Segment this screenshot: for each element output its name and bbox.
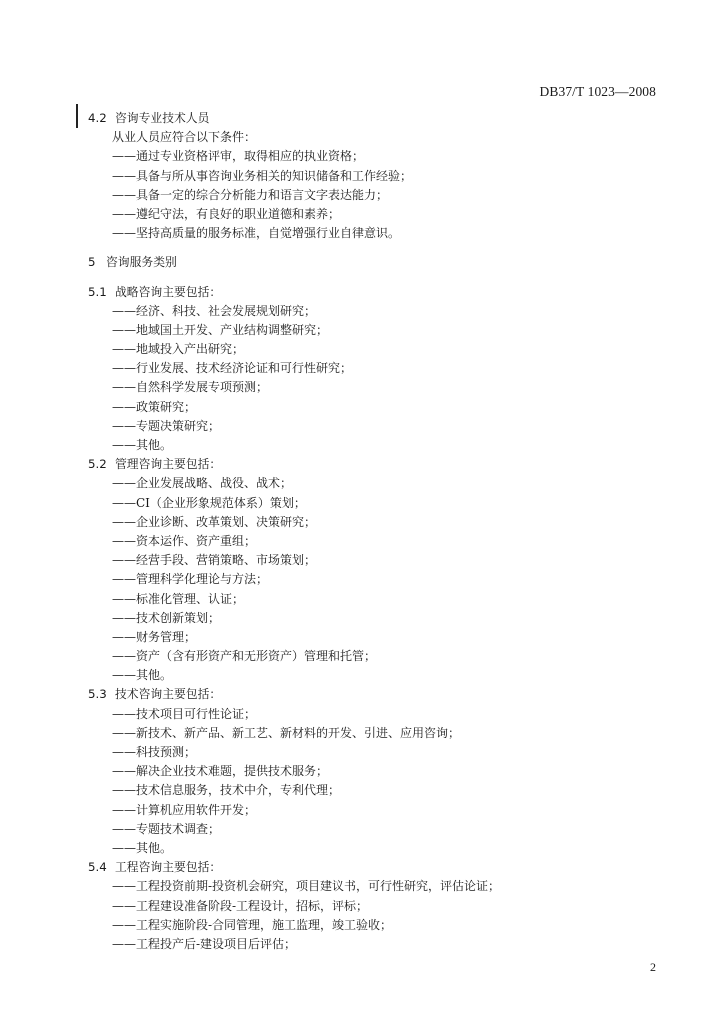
heading-5-4 xyxy=(88,858,668,877)
document-body xyxy=(88,109,668,954)
list-item: ——工程投资前期-投资机会研究，项目建议书，可行性研究，评估论证； xyxy=(112,879,501,894)
list-item: ——技术项目可行性论证； xyxy=(112,706,257,721)
paragraph-4-2-intro: 从业人员应符合以下条件： xyxy=(112,130,257,145)
heading-title: 咨询专业技术人员 xyxy=(115,111,210,125)
list-item: ——坚持高质量的服务标准，自觉增强行业自律意识。 xyxy=(112,226,401,241)
list-item: ——财务管理； xyxy=(112,629,197,644)
list-item: ——经营手段、营销策略、市场策划； xyxy=(112,553,317,568)
list-item: ——工程建设准备阶段-工程设计，招标，评标； xyxy=(112,898,369,913)
standard-code: DB37/T 1023—2008 xyxy=(539,84,656,99)
heading-number: 5.4 xyxy=(88,860,107,875)
list-item: ——经济、科技、社会发展规划研究； xyxy=(112,303,317,318)
list-item: ——企业诊断、改革策划、决策研究； xyxy=(112,514,317,529)
revision-bar xyxy=(76,104,78,128)
list-item: ——其他。 xyxy=(112,840,173,855)
list-item: ——企业发展战略、战役、战术； xyxy=(112,476,293,491)
heading-title: 管理咨询主要包括： xyxy=(115,457,222,472)
heading-number: 5 xyxy=(88,255,96,270)
heading-5 xyxy=(88,253,668,272)
heading-number: 5.2 xyxy=(88,457,107,472)
list-item: ——具备一定的综合分析能力和语言文字表达能力； xyxy=(112,187,389,202)
list-item: ——新技术、新产品、新工艺、新材料的开发、引进、应用咨询； xyxy=(112,725,461,740)
heading-title: 战略咨询主要包括： xyxy=(115,284,222,299)
list-item: ——地域投入产出研究； xyxy=(112,342,245,357)
list-item: ——其他。 xyxy=(112,438,173,452)
heading-5-1 xyxy=(88,283,668,302)
heading-title: 咨询服务类别 xyxy=(106,255,177,270)
heading-number: 5.3 xyxy=(88,687,107,702)
list-item: ——地域国土开发、产业结构调整研究； xyxy=(112,322,329,337)
list-item: ——资产（含有形资产和无形资产）管理和托管； xyxy=(112,649,377,664)
list-item: ——资本运作、资产重组； xyxy=(112,533,257,548)
list-item: ——政策研究； xyxy=(112,399,197,414)
heading-4-2 xyxy=(88,109,668,128)
list-item: ——专题决策研究； xyxy=(112,418,221,433)
list-item: ——解决企业技术难题，提供技术服务； xyxy=(112,764,329,779)
list-item: ——技术创新策划； xyxy=(112,610,221,625)
list-item: ——管理科学化理论与方法； xyxy=(112,572,269,587)
heading-5-2 xyxy=(88,455,668,474)
heading-5-3 xyxy=(88,685,668,704)
list-item: ——科技预测； xyxy=(112,745,197,759)
list-item: ——自然科学发展专项预测； xyxy=(112,380,269,395)
list-item: ——工程投产后-建设项目后评估； xyxy=(112,936,297,951)
heading-number: 4.2 xyxy=(88,111,107,125)
list-item: ——遵纪守法，有良好的职业道德和素养； xyxy=(112,206,341,221)
list-item: ——计算机应用软件开发； xyxy=(112,802,257,817)
heading-title: 工程咨询主要包括： xyxy=(115,860,222,875)
list-item: ——其他。 xyxy=(112,668,173,683)
list-item: ——技术信息服务，技术中介，专利代理； xyxy=(112,783,341,798)
list-item: ——CI（企业形象规范体系）策划； xyxy=(112,495,306,510)
page-number: 2 xyxy=(650,960,656,974)
heading-number: 5.1 xyxy=(88,284,107,299)
list-item: ——通过专业资格评审，取得相应的执业资格； xyxy=(112,149,365,164)
heading-title: 技术咨询主要包括： xyxy=(115,687,222,702)
list-item: ——行业发展、技术经济论证和可行性研究； xyxy=(112,361,353,376)
list-item: ——工程实施阶段-合同管理，施工监理，竣工验收； xyxy=(112,917,393,932)
list-item: ——具备与所从事咨询业务相关的知识储备和工作经验； xyxy=(112,168,413,183)
list-item: ——专题技术调查； xyxy=(112,821,221,836)
list-item: ——标准化管理、认证； xyxy=(112,591,245,606)
